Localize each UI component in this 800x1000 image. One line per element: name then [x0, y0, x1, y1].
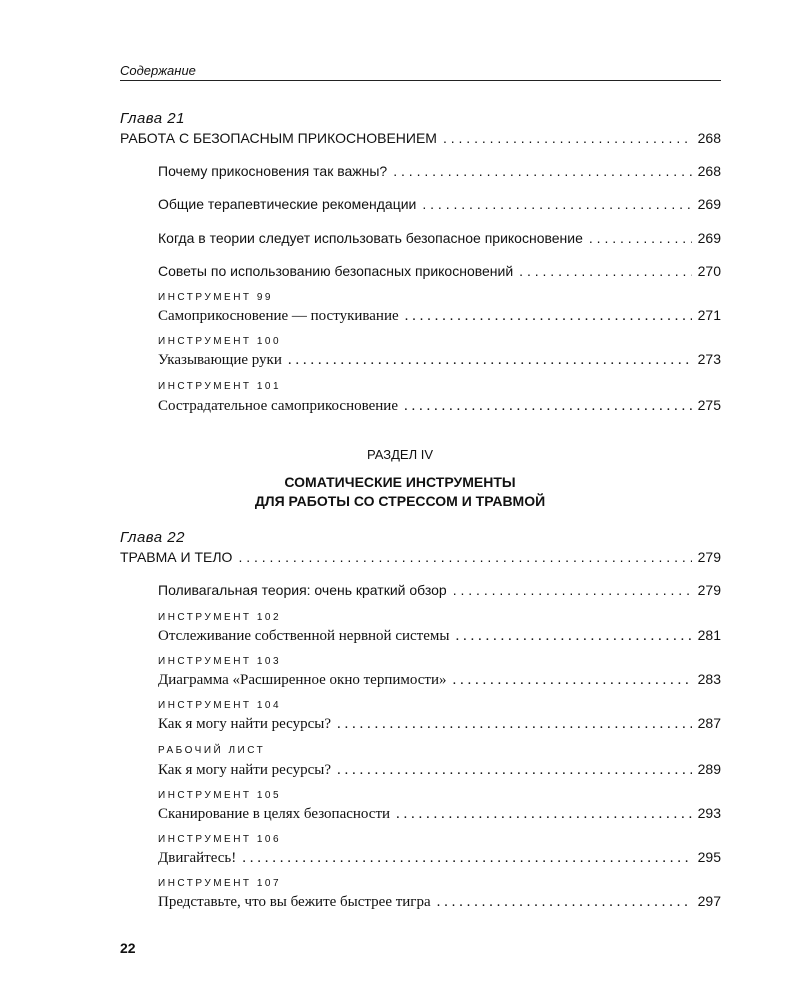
- toc-entry-chapter-21[interactable]: [120, 129, 721, 147]
- dot-leader: [453, 581, 692, 599]
- tool-kicker: ИНСТРУМЕНТ 102: [158, 612, 282, 623]
- toc-entry-title: РАБОТА С БЕЗОПАСНЫМ ПРИКОСНОВЕНИЕМ: [120, 130, 437, 146]
- toc-entry-title: Почему прикосновения так важны?: [158, 163, 388, 179]
- toc-entry-title: Как я могу найти ресурсы?: [158, 716, 331, 732]
- section-title-line-1: СОМАТИЧЕСКИЕ ИНСТРУМЕНТЫ: [284, 474, 516, 490]
- toc-entry-tool[interactable]: [158, 350, 721, 369]
- tool-kicker: ИНСТРУМЕНТ 103: [158, 656, 282, 667]
- tool-kicker: ИНСТРУМЕНТ 106: [158, 834, 282, 845]
- toc-entry-page: 293: [697, 805, 721, 821]
- dot-leader: [437, 893, 692, 911]
- dot-leader: [455, 627, 691, 645]
- section-title-line-2: ДЛЯ РАБОТЫ СО СТРЕССОМ И ТРАВМОЙ: [254, 493, 546, 509]
- toc-entry-page: 275: [697, 397, 721, 413]
- dot-leader: [589, 229, 692, 247]
- toc-entry-page: 295: [697, 849, 721, 865]
- toc-entry-page: 268: [697, 163, 721, 179]
- toc-entry-title: Советы по использованию безопасных прикосновений: [158, 263, 514, 279]
- toc-entry-tool[interactable]: [158, 714, 721, 733]
- toc-entry-tool[interactable]: [158, 892, 721, 911]
- toc-entry-title: Двигайтесь!: [158, 850, 237, 866]
- toc-entry-tool[interactable]: [158, 848, 721, 867]
- toc-entry-title: Когда в теории следует использовать безопасное прикосновение: [158, 230, 583, 246]
- toc-entry-title: Общие терапевтические рекомендации: [158, 196, 417, 212]
- toc-entry-subsection[interactable]: [158, 162, 721, 180]
- toc-entry-page: 270: [697, 263, 721, 279]
- toc-entry-title: ТРАВМА И ТЕЛО: [120, 549, 233, 565]
- dot-leader: [519, 262, 691, 280]
- toc-entry-page: 281: [697, 627, 721, 643]
- toc-entry-worksheet[interactable]: [158, 760, 721, 779]
- dot-leader: [288, 351, 692, 369]
- tool-kicker: ИНСТРУМЕНТ 104: [158, 700, 282, 711]
- tool-kicker: ИНСТРУМЕНТ 107: [158, 878, 282, 889]
- toc-entry-title: Самоприкосновение — постукивание: [158, 308, 399, 324]
- toc-entry-title: Сострадательное самоприкосновение: [158, 398, 398, 414]
- toc-entry-title: Как я могу найти ресурсы?: [158, 762, 331, 778]
- toc-entry-subsection[interactable]: [158, 195, 721, 213]
- dot-leader: [242, 849, 691, 867]
- toc-entry-subsection[interactable]: [158, 581, 721, 599]
- toc-entry-tool[interactable]: [158, 306, 721, 325]
- dot-leader: [396, 805, 692, 823]
- dot-leader: [404, 397, 692, 415]
- toc-entry-subsection[interactable]: [158, 229, 721, 247]
- toc-entry-chapter-22[interactable]: [120, 548, 721, 566]
- dot-leader: [238, 548, 691, 566]
- toc-entry-title: Представьте, что вы бежите быстрее тигра: [158, 894, 431, 910]
- dot-leader: [453, 671, 692, 689]
- toc-entry-tool[interactable]: [158, 804, 721, 823]
- tool-kicker: ИНСТРУМЕНТ 101: [158, 381, 282, 392]
- dot-leader: [337, 761, 692, 779]
- toc-entry-title: Поливагальная теория: очень краткий обзор: [158, 582, 447, 598]
- toc-entry-page: 271: [697, 307, 721, 323]
- toc-entry-page: 289: [697, 761, 721, 777]
- toc-entry-tool[interactable]: [158, 626, 721, 645]
- toc-entry-page: 283: [697, 671, 721, 687]
- dot-leader: [393, 162, 691, 180]
- dot-leader: [337, 715, 692, 733]
- tool-kicker: ИНСТРУМЕНТ 105: [158, 790, 282, 801]
- dot-leader: [443, 129, 692, 147]
- toc-entry-title: Указывающие руки: [158, 352, 282, 368]
- toc-entry-page: 287: [697, 715, 721, 731]
- toc-entry-page: 279: [697, 549, 721, 565]
- chapter-22-label: Глава 22: [120, 529, 185, 546]
- toc-entry-tool[interactable]: [158, 670, 721, 689]
- running-header-title: Содержание: [120, 63, 196, 78]
- toc-entry-title: Сканирование в целях безопасности: [158, 806, 391, 822]
- toc-entry-page: 297: [697, 893, 721, 909]
- toc-entry-page: 268: [697, 130, 721, 146]
- toc-entry-page: 279: [697, 582, 721, 598]
- page-number: 22: [120, 940, 136, 956]
- section-label: РАЗДЕЛ IV: [366, 447, 434, 462]
- toc-entry-subsection[interactable]: [158, 262, 721, 280]
- tool-kicker: ИНСТРУМЕНТ 100: [158, 336, 282, 347]
- toc-entry-tool[interactable]: [158, 396, 721, 415]
- tool-kicker: ИНСТРУМЕНТ 99: [158, 292, 273, 303]
- dot-leader: [405, 307, 692, 325]
- chapter-21-label: Глава 21: [120, 110, 185, 127]
- toc-entry-page: 269: [697, 230, 721, 246]
- toc-entry-title: Отслеживание собственной нервной системы: [158, 628, 450, 644]
- dot-leader: [422, 195, 691, 213]
- toc-entry-page: 273: [697, 351, 721, 367]
- toc-entry-title: Диаграмма «Расширенное окно терпимости»: [158, 672, 447, 688]
- toc-entry-page: 269: [697, 196, 721, 212]
- worksheet-kicker: РАБОЧИЙ ЛИСТ: [158, 745, 266, 756]
- running-header: [120, 62, 721, 81]
